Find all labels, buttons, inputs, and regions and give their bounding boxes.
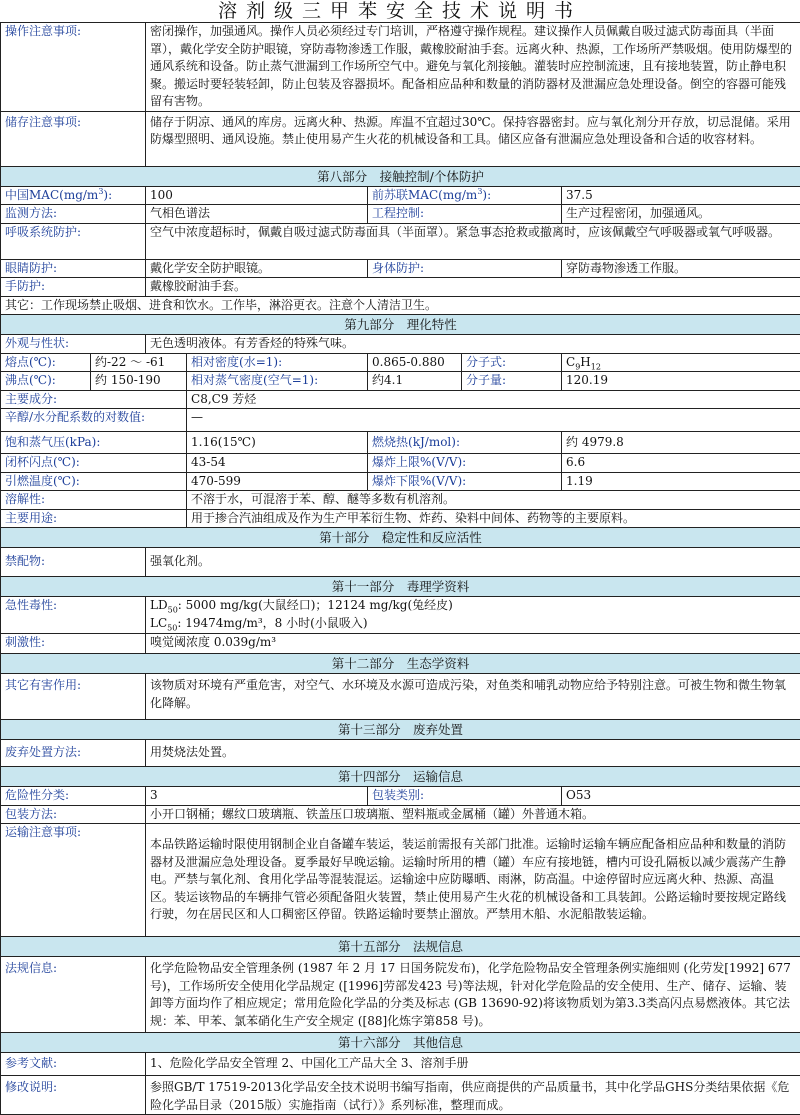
section-12-title: 第十二部分 生态学资料 [1,654,800,674]
heat-label: 燃烧热(kJ/mol): [368,432,562,454]
flash-value: 43-54 [187,454,368,473]
revision-label: 修改说明: [1,1076,146,1115]
components-label: 主要成分: [1,390,187,409]
irritation-value: 嗅觉阈浓度 0.039g/m³ [146,634,800,654]
section-8-title: 第八部分 接触控制/个体防护 [1,166,800,186]
solubility-value: 不溶于水，可混溶于苯、醇、醚等多数有机溶剂。 [187,491,800,510]
ref-value: 1、危险化学品安全管理 2、中国化工产品大全 3、溶剂手册 [146,1053,800,1076]
pack-label: 包装方法: [1,805,146,824]
mw-value: 120.19 [562,372,800,391]
section-14-title: 第十四部分 运输信息 [1,767,800,787]
lel-label: 爆炸下限%(V/V): [368,472,562,491]
vp-value: 1.16(15℃) [187,432,368,454]
resp-value: 空气中浓度超标时，佩戴自吸过滤式防毒面具（半面罩）。紧急事态抢救或撤离时，应该佩戴空气呼吸器或氧气呼吸器。 [146,223,800,259]
lel-value: 1.19 [562,472,800,491]
appearance-value: 无色透明液体。有芳香烃的特殊气味。 [146,335,800,354]
body-value: 穿防毒物渗透工作服。 [562,259,800,278]
irritation-label: 刺激性: [1,634,146,654]
disposal-value: 用焚烧法处置。 [146,740,800,767]
mp-value: 约-22 ～ -61 [91,353,187,372]
flash-label: 闭杯闪点(℃): [1,454,187,473]
resp-label: 呼吸系统防护: [1,223,146,259]
heat-value: 约 4979.8 [562,432,800,454]
other-protection: 其它：工作现场禁止吸烟、进食和饮水。工作毕，淋浴更衣。注意个人清洁卫生。 [1,296,800,315]
acute-label: 急性毒性: [1,597,146,634]
document-title: 溶剂级三甲苯安全技术说明书 [0,0,800,22]
class-label: 危险性分类: [1,787,146,806]
mp-label: 熔点(℃): [1,353,91,372]
section-15-title: 第十五部分 法规信息 [1,937,800,957]
bp-value: 约 150-190 [91,372,187,391]
density-label: 相对密度(水=1): [187,353,368,372]
eye-label: 眼睛防护: [1,259,146,278]
ignition-label: 引燃温度(℃): [1,472,187,491]
handling-label: 操作注意事项: [1,23,146,112]
pack-cat-value: O53 [562,787,800,806]
ignition-value: 470-599 [187,472,368,491]
transport-value: 本品铁路运输时限使用钢制企业自备罐车装运，装运前需报有关部门批准。运输时运输车辆应配备相应品种和数量的消防器材及泄漏应急处理设备。夏季最好早晚运输。运输时所用的槽（罐）车应有接地链，槽内可设孔隔板以减少震荡产生静电。严禁与氧化剂、食用化学品等混装混运。运输途中应防曝晒、雨淋，防高温。中途停留时应远离火种、热源、高温区。装运该物品的车辆排气管必须配备阻火装置，禁止使用易产生火花的机械设备和工具装卸。公路运输时要按规定路线行驶，勿在居民区和人口稠密区停留。铁路运输时要禁止溜放。严禁用木船、水泥船散装运输。 [146,824,800,937]
monitor-value: 气相色谱法 [146,205,368,224]
class-value: 3 [146,787,368,806]
components-value: C8,C9 芳烃 [187,390,800,409]
mac-su-label: 前苏联$MAC(mg/m^3)$: [368,186,562,205]
appearance-label: 外观与性状: [1,335,146,354]
monitor-label: 监测方法: [1,205,146,224]
acute-value: $LD_{50}$: 5000 mg/kg(大鼠经口)；12124 mg/kg(兔经皮) $LC_{50}$: 19474mg/m³，8 小时(小鼠吸入) [146,597,800,634]
hand-value: 戴橡胶耐油手套。 [146,278,800,297]
uel-value: 6.6 [562,454,800,473]
ref-label: 参考文献: [1,1053,146,1076]
section-13-title: 第十三部分 废弃处置 [1,720,800,740]
section-11-title: 第十一部分 毒理学资料 [1,577,800,597]
pack-value: 小开口钢桶；螺纹口玻璃瓶、铁盖压口玻璃瓶、塑料瓶或金属桶（罐）外普通木箱。 [146,805,800,824]
vapor-density-label: 相对蒸气密度(空气=1): [187,372,368,391]
bp-label: 沸点(℃): [1,372,91,391]
section-16-title: 第十六部分 其他信息 [1,1033,800,1053]
handling-row [1,23,800,112]
mac-cn-value: 100 [146,186,368,205]
eng-label: 工程控制: [368,205,562,224]
handling-text: 密闭操作，加强通风。操作人员必须经过专门培训，严格遵守操作规程。建议操作人员佩戴自吸过滤式防毒面具（半面罩），戴化学安全防护眼镜，穿防毒物渗透工作服，戴橡胶耐油手套。远离火种、热源，工作场所严禁吸烟。使用防爆型的通风系统和设备。防止蒸气泄漏到工作场所空气中。避免与氧化剂接触。灌装时应控制流速，且有接地装置，防止静电积聚。搬运时要轻装轻卸，防止包装及容器损坏。配备相应品种和数量的消防器材及泄漏应急处理设备。倒空的容器可能残留有害物。 [146,23,800,112]
pack-cat-label: 包装类别: [368,787,562,806]
storage-text: 储存于阴凉、通风的库房。远离火种、热源。库温不宜超过30℃。保持容器密封。应与氧化剂分开存放，切忌混储。采用防爆型照明、通风设施。禁止使用易产生火花的机械设备和工具。储区应备有泄漏应急处理设备和合适的收容材料。 [146,111,800,166]
vapor-density-value: 约4.1 [368,372,462,391]
body-label: 身体防护: [368,259,562,278]
density-value: 0.865-0.880 [368,353,462,372]
storage-label: 储存注意事项: [1,111,146,166]
incompat-value: 强氧化剂。 [146,548,800,577]
section-9-title: 第九部分 理化特性 [1,315,800,335]
transport-label: 运输注意事项: [1,824,146,937]
incompat-label: 禁配物: [1,548,146,577]
eng-value: 生产过程密闭，加强通风。 [562,205,800,224]
formula-label: 分子式: [462,353,562,372]
regulation-value: 化学危险物品安全管理条例 (1987 年 2 月 17 日国务院发布)，化学危险物品安全管理条例实施细则 (化劳发[1992] 677 号)，工作场所安全使用化学品规定 ([1996]劳部发423 号)等法规，针对化学危险品的安全使用、生产、储存、运输、装卸等方面均作了相应规定；常用危险化学品的分类及标志 (GB 13690-92)将该物质划为第3.3类高闪点易燃液体。其它法规：苯、甲苯、氯苯硝化生产安全规定 ([88]化炼字第858 号)。 [146,957,800,1033]
formula-value: $C_9H_{12}$ [562,353,800,372]
eye-value: 戴化学安全防护眼镜。 [146,259,368,278]
logkow-value: — [187,409,800,432]
disposal-label: 废弃处置方法: [1,740,146,767]
eco-value: 该物质对环境有严重危害，对空气、水环境及水源可造成污染，对鱼类和哺乳动物应给予特别注意。可被生物和微生物氧化降解。 [146,674,800,720]
uses-value: 用于掺合汽油组成及作为生产甲苯衍生物、炸药、染料中间体、药物等的主要原料。 [187,509,800,528]
mac-cn-label: 中国$MAC(mg/m^3)$: [1,186,146,205]
mw-label: 分子量: [462,372,562,391]
solubility-label: 溶解性: [1,491,187,510]
mac-su-value: 37.5 [562,186,800,205]
revision-value: 参照GB/T 17519-2013化学品安全技术说明书编写指南，供应商提供的产品质量书，其中化学品GHS分类结果依据《危险化学品目录（2015版）实施指南（试行）》系列标准，整理而成。 [146,1076,800,1115]
uel-label: 爆炸上限%(V/V): [368,454,562,473]
regulation-label: 法规信息: [1,957,146,1033]
logkow-label: 辛醇/水分配系数的对数值: [1,409,187,432]
eco-label: 其它有害作用: [1,674,146,720]
msds-table [0,22,800,1115]
storage-row [1,111,800,166]
vp-label: 饱和蒸气压(kPa): [1,432,187,454]
hand-label: 手防护: [1,278,146,297]
uses-label: 主要用途: [1,509,187,528]
section-10-title: 第十部分 稳定性和反应活性 [1,528,800,548]
